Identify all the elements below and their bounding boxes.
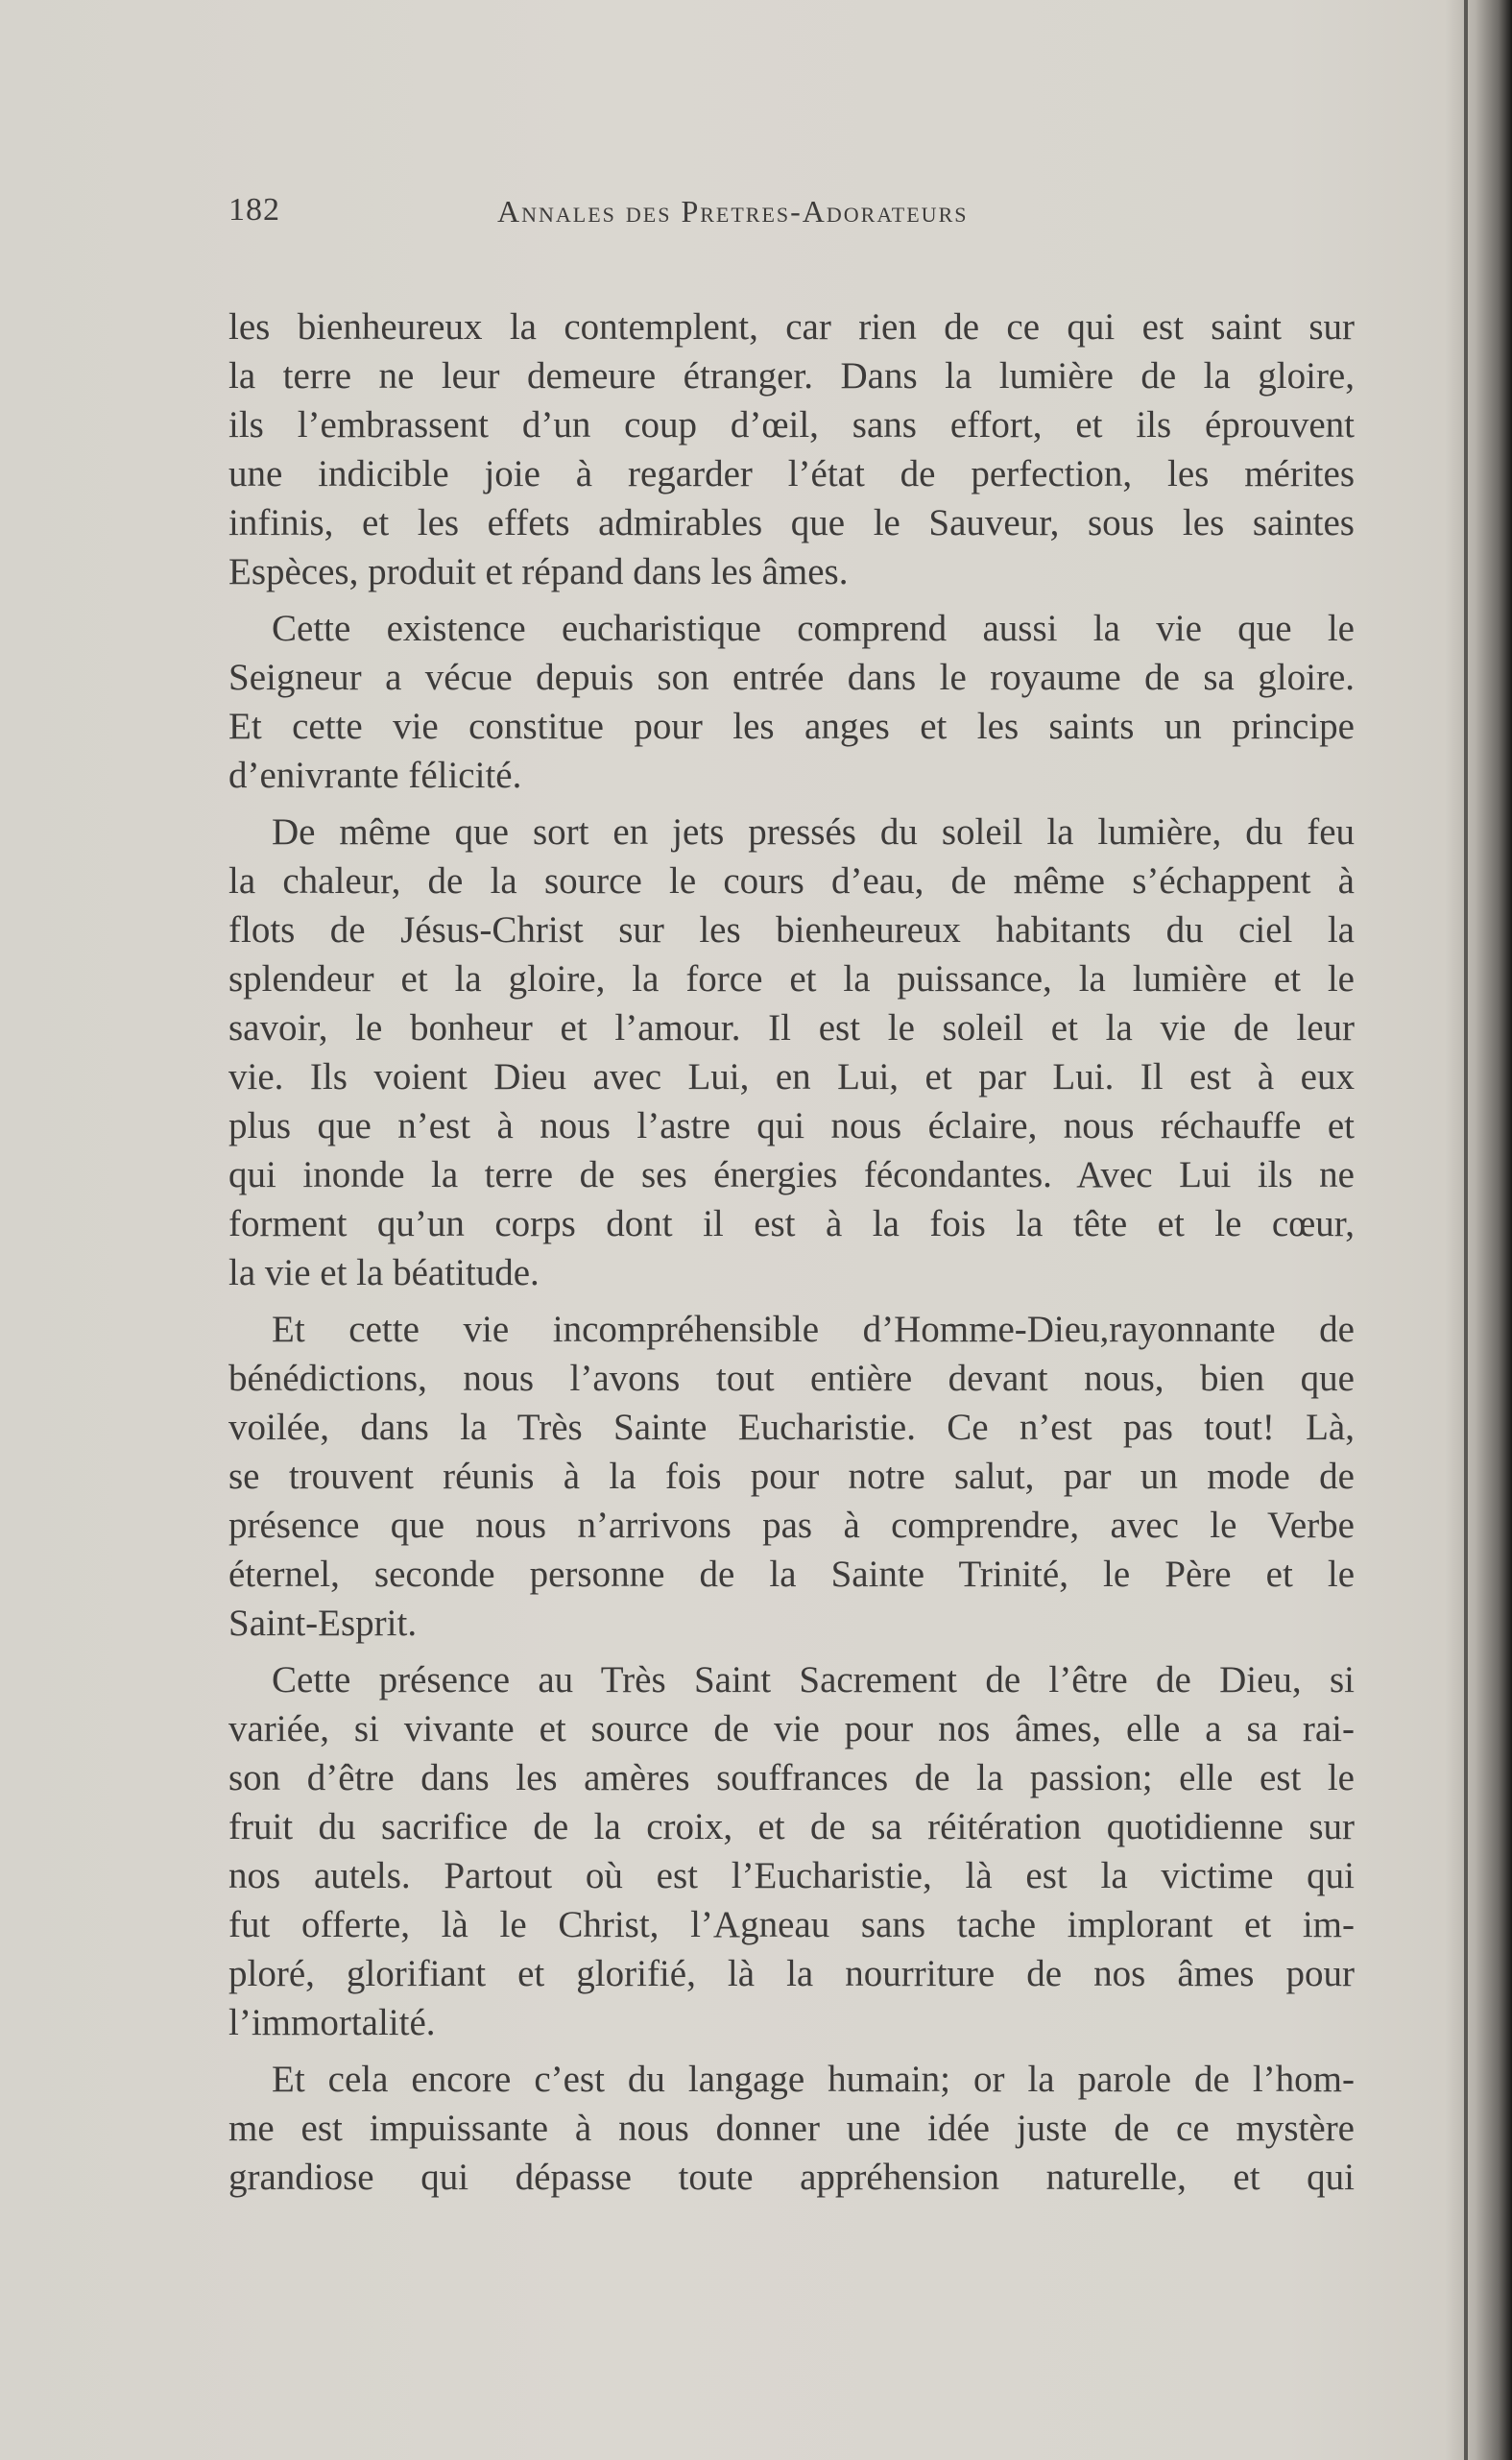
text-line: forment qu’un corps dont il est à la fois la tête et le cœur, [228,1203,1355,1244]
text-line: fruit du sacrifice de la croix, et de sa réitération quotidienne sur [228,1806,1355,1847]
text-line: plus que n’est à nous l’astre qui nous éclaire, nous réchauffe et [228,1105,1355,1146]
text-line: Et cette vie incompréhensible d’Homme-Dieu,rayonnante de [272,1309,1355,1350]
text-line: voilée, dans la Très Sainte Eucharistie. Ce n’est pas tout! Là, [228,1407,1355,1448]
text-line: Cette présence au Très Saint Sacrement de l’être de Dieu, si [272,1659,1355,1700]
text-line: Saint-Esprit. [228,1603,418,1644]
text-line: bénédictions, nous l’avons tout entière devant nous, bien que [228,1358,1355,1399]
text-line: ils l’embrassent d’un coup d’œil, sans effort, et ils éprouvent [228,404,1355,446]
text-line: nos autels. Partout où est l’Eucharistie, là est la victime qui [228,1855,1355,1896]
page-number: 182 [228,192,280,228]
text-line: une indicible joie à regarder l’état de perfection, les mérites [228,453,1355,494]
text-line: la vie et la béatitude. [228,1252,540,1293]
text-line: me est impuissante à nous donner une idée juste de ce mystère [228,2108,1355,2149]
text-line: Seigneur a vécue depuis son entrée dans le royaume de sa gloire. [228,657,1355,698]
page-edge-line [1464,0,1468,2460]
text-line: flots de Jésus-Christ sur les bienheureux habitants du ciel la [228,909,1355,951]
text-line: Cette existence eucharistique comprend aussi la vie que le [272,608,1355,649]
text-line: variée, si vivante et source de vie pour nos âmes, elle a sa rai- [228,1708,1355,1749]
text-line: Espèces, produit et répand dans les âmes. [228,551,849,592]
body-text [228,302,1355,2202]
text-line: la chaleur, de la source le cours d’eau, de même s’échappent à [228,860,1355,902]
text-line: Et cela encore c’est du langage humain; or la parole de l’hom- [272,2059,1355,2100]
text-line: infinis, et les effets admirables que le Sauveur, sous les saintes [228,502,1355,543]
text-line: Et cette vie constitue pour les anges et les saints un principe [228,706,1355,747]
text-line: De même que sort en jets pressés du soleil la lumière, du feu [272,811,1355,853]
text-line: grandiose qui dépasse toute appréhension naturelle, et qui [228,2157,1355,2198]
text-line: son d’être dans les amères souffrances de la passion; elle est le [228,1757,1355,1798]
text-line: l’immortalité. [228,2002,436,2043]
text-line: ploré, glorifiant et glorifié, là la nourriture de nos âmes pour [228,1953,1355,1994]
page-edge-shadow [1445,0,1512,2460]
text-line: d’enivrante félicité. [228,755,522,796]
running-head: Annales des Pretres-Adorateurs [497,194,969,229]
text-line: vie. Ils voient Dieu avec Lui, en Lui, et par Lui. Il est à eux [228,1056,1355,1097]
page-header [228,192,1352,240]
text-line: la terre ne leur demeure étranger. Dans la lumière de la gloire, [228,355,1355,397]
text-line: fut offerte, là le Christ, l’Agneau sans tache implorant et im- [228,1904,1355,1945]
text-line: qui inonde la terre de ses énergies fécondantes. Avec Lui ils ne [228,1154,1355,1195]
text-line: se trouvent réunis à la fois pour notre salut, par un mode de [228,1456,1355,1497]
text-line: savoir, le bonheur et l’amour. Il est le soleil et la vie de leur [228,1007,1355,1049]
text-line: présence que nous n’arrivons pas à comprendre, avec le Verbe [228,1505,1355,1546]
text-line: éternel, seconde personne de la Sainte Trinité, le Père et le [228,1554,1355,1595]
text-line: splendeur et la gloire, la force et la puissance, la lumière et le [228,958,1355,1000]
text-line: les bienheureux la contemplent, car rien de ce qui est saint sur [228,306,1355,348]
